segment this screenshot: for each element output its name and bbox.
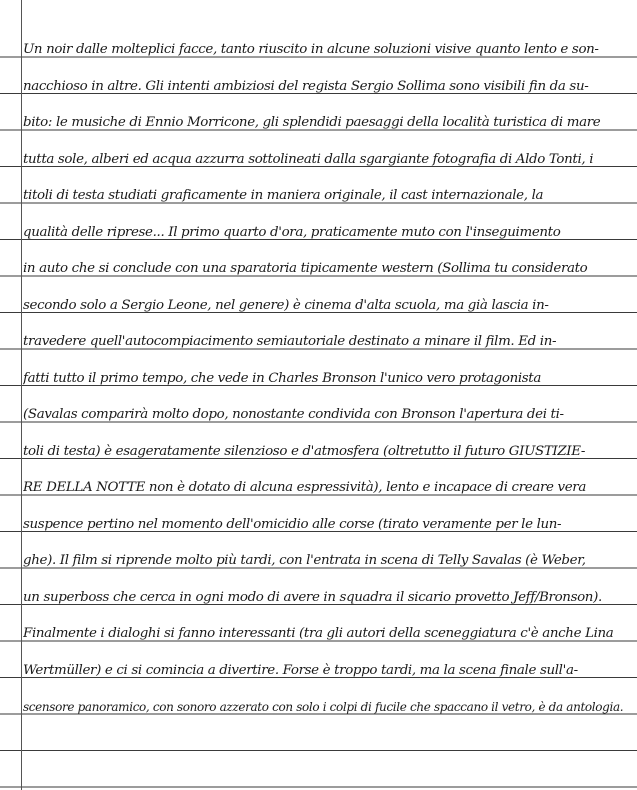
text-line: Un noir dalle molteplici facce, tanto riuscito in alcune soluzioni visive quanto lento e son- bbox=[23, 42, 599, 57]
handwritten-text bbox=[23, 32, 631, 726]
margin-line bbox=[21, 0, 22, 790]
text-line: travedere quell'autocompiacimento semiautoriale destinato a minare il film. Ed in- bbox=[23, 334, 557, 349]
text-line: scensore panoramico, con sonoro azzerato con solo i colpi di fucile che spaccano il vetro, è da antologia. bbox=[23, 700, 624, 714]
text-line: nacchioso in altre. Gli intenti ambiziosi del regista Sergio Sollima sono visibili fin da su- bbox=[23, 78, 589, 94]
text-line: toli di testa) è esageratamente silenzioso e d'atmosfera (oltretutto il futuro GIUSTIZIE- bbox=[23, 443, 586, 459]
text-line: in auto che si conclude con una sparatoria tipicamente western (Sollima tu considerato bbox=[23, 261, 588, 276]
text-line: bito: le musiche di Ennio Morricone, gli splendidi paesaggi della località turistica di mare bbox=[23, 115, 601, 130]
text-line: tutta sole, alberi ed acqua azzurra sottolineati dalla sgargiante fotografia di Aldo Tonti, i bbox=[23, 151, 594, 167]
text-line: qualità delle riprese... Il primo quarto d'ora, praticamente muto con l'inseguimento bbox=[23, 224, 561, 240]
text-line: Wertmüller) e ci si comincia a divertire. Forse è troppo tardi, ma la scena finale sull'a- bbox=[23, 662, 578, 678]
text-line: titoli di testa studiati graficamente in maniera originale, il cast internazionale, la bbox=[23, 188, 544, 203]
text-line: fatti tutto il primo tempo, che vede in Charles Bronson l'unico vero protagonista bbox=[23, 370, 541, 386]
text-line: suspence pertino nel momento dell'omicidio alle corse (tirato veramente per le lun- bbox=[23, 516, 562, 532]
text-line: RE DELLA NOTTE non è dotato di alcuna espressività), lento e incapace di creare vera bbox=[23, 480, 586, 495]
text-line: Finalmente i dialoghi si fanno interessanti (tra gli autori della sceneggiatura c'è anche Lina bbox=[23, 626, 614, 641]
text-line: (Savalas comparirà molto dopo, nonostante condivida con Bronson l'apertura dei ti- bbox=[23, 407, 564, 422]
text-line: ghe). Il film si riprende molto più tardi, con l'entrata in scena di Telly Savalas (è Weber, bbox=[23, 553, 586, 568]
text-line: secondo solo a Sergio Leone, nel genere) è cinema d'alta scuola, ma già lascia in- bbox=[23, 297, 549, 313]
text-line: un superboss che cerca in ogni modo di avere in squadra il sicario provetto Jeff/Bronson). bbox=[23, 589, 602, 605]
